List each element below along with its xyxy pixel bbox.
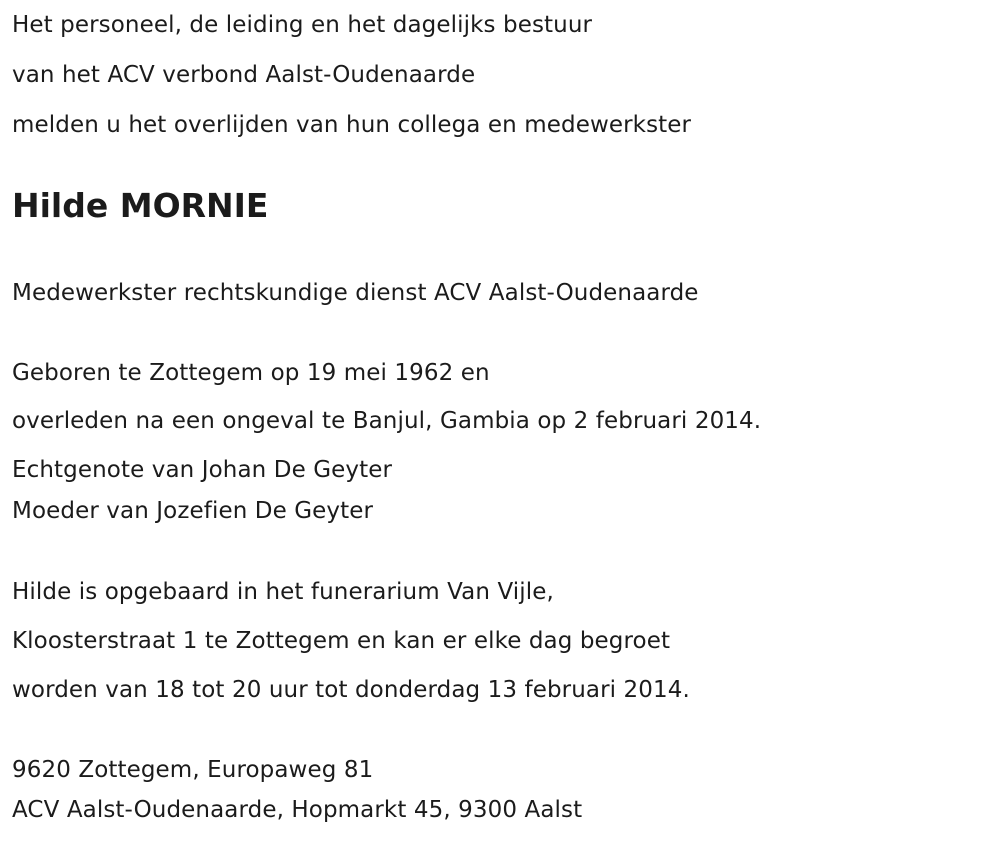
address-line: ACV Aalst-Oudenaarde, Hopmarkt 45, 9300 Aalst	[12, 797, 583, 823]
intro-line: Het personeel, de leiding en het dagelijks bestuur	[12, 12, 593, 38]
life-line: Geboren te Zottegem op 19 mei 1962 en	[12, 360, 490, 386]
life-line: Moeder van Jozefien De Geyter	[12, 498, 374, 524]
intro-line: van het ACV verbond Aalst-Oudenaarde	[12, 62, 476, 88]
visitation-line: worden van 18 tot 20 uur tot donderdag 13 februari 2014.	[12, 677, 690, 703]
intro-line: melden u het overlijden van hun collega en medewerkster	[12, 112, 692, 138]
life-line: overleden na een ongeval te Banjul, Gambia op 2 februari 2014.	[12, 408, 762, 434]
address-line: 9620 Zottegem, Europaweg 81	[12, 757, 374, 783]
visitation-line: Hilde is opgebaard in het funerarium Van Vijle,	[12, 579, 554, 605]
visitation-line: Kloosterstraat 1 te Zottegem en kan er elke dag begroet	[12, 628, 671, 654]
deceased-name: Hilde MORNIE	[12, 186, 269, 225]
life-line: Echtgenote van Johan De Geyter	[12, 457, 393, 483]
function-line: Medewerkster rechtskundige dienst ACV Aalst-Oudenaarde	[12, 280, 699, 306]
